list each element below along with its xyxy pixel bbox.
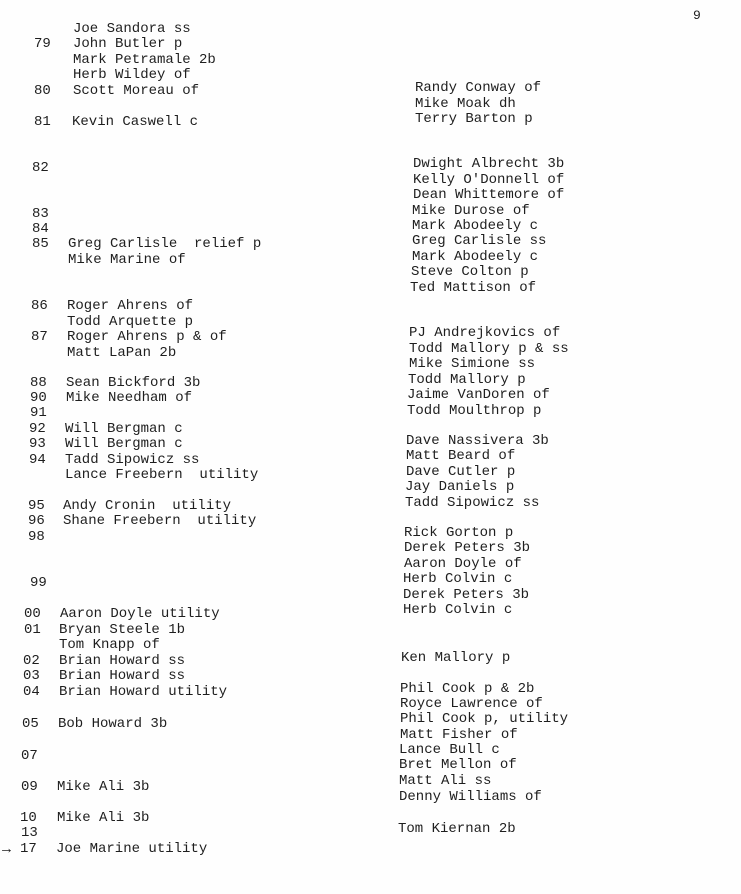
roster-entry: Herb Colvin c <box>403 602 513 618</box>
roster-entry: Randy Conway of <box>415 80 542 96</box>
roster-entry: Bryan Steele 1b <box>59 622 186 638</box>
year-label: 88 <box>30 375 47 391</box>
year-label: 90 <box>30 390 47 406</box>
roster-entry: Mike Marine of <box>68 252 186 268</box>
roster-entry: Dean Whittemore of <box>413 187 565 203</box>
roster-entry: Phil Cook p & 2b <box>400 681 535 697</box>
year-label: 05 <box>22 716 39 732</box>
year-label: 85 <box>32 236 49 252</box>
roster-entry: Derek Peters 3b <box>403 587 530 603</box>
roster-entry: Matt LaPan 2b <box>67 345 177 361</box>
roster-entry: Todd Arquette p <box>67 314 194 330</box>
roster-entry: Ken Mallory p <box>401 650 511 666</box>
roster-entry: Jay Daniels p <box>405 479 515 495</box>
arrow-marker: → <box>2 841 12 858</box>
roster-entry: Jaime VanDoren of <box>407 387 550 403</box>
roster-entry: Tadd Sipowicz ss <box>405 495 540 511</box>
year-label: 10 <box>20 810 37 826</box>
roster-entry: Joe Sandora ss <box>73 21 191 37</box>
roster-entry: Denny Williams of <box>399 789 542 805</box>
year-label: 09 <box>21 779 38 795</box>
roster-entry: Mark Petramale 2b <box>73 52 216 68</box>
year-label: 07 <box>21 748 38 764</box>
roster-entry: Phil Cook p, utility <box>400 711 569 727</box>
roster-entry: Mike Ali 3b <box>57 779 150 795</box>
roster-entry: Ted Mattison of <box>410 280 537 296</box>
roster-entry: Mark Abodeely c <box>412 249 539 265</box>
roster-entry: Mike Needham of <box>66 390 193 406</box>
roster-entry: Mike Ali 3b <box>57 810 150 826</box>
roster-entry: Mike Durose of <box>412 203 530 219</box>
year-label: 87 <box>31 329 48 345</box>
year-label: 99 <box>30 575 47 591</box>
roster-entry: Aaron Doyle of <box>404 556 522 572</box>
roster-entry: Dave Cutler p <box>406 464 516 480</box>
roster-entry: Steve Colton p <box>411 264 529 280</box>
roster-entry: John Butler p <box>73 36 183 52</box>
roster-entry: Herb Wildey of <box>73 67 191 83</box>
year-label: 17 <box>20 841 37 857</box>
page-number: 9 <box>693 8 701 23</box>
roster-entry: Brian Howard utility <box>59 684 228 700</box>
year-label: 82 <box>32 160 49 176</box>
roster-entry: Mark Abodeely c <box>412 218 539 234</box>
roster-entry: Roger Ahrens of <box>67 298 194 314</box>
roster-entry: Todd Mallory p & ss <box>409 341 569 357</box>
year-label: 83 <box>32 206 49 222</box>
roster-entry: Scott Moreau of <box>73 83 200 99</box>
roster-entry: Greg Carlisle relief p <box>68 236 262 252</box>
roster-entry: Will Bergman c <box>65 421 183 437</box>
roster-entry: Sean Bickford 3b <box>66 375 201 391</box>
roster-entry: Aaron Doyle utility <box>60 606 220 622</box>
roster-entry: Shane Freebern utility <box>63 513 257 529</box>
roster-entry: Andy Cronin utility <box>63 498 232 514</box>
roster-entry: Matt Fisher of <box>400 727 518 743</box>
year-label: 84 <box>32 221 49 237</box>
year-label: 80 <box>34 83 51 99</box>
year-label: 79 <box>34 36 51 52</box>
roster-entry: Herb Colvin c <box>403 571 513 587</box>
roster-entry: Mike Simione ss <box>409 356 536 372</box>
year-label: 01 <box>24 622 41 638</box>
roster-entry: Brian Howard ss <box>59 653 186 669</box>
roster-entry: Joe Marine utility <box>56 841 208 857</box>
roster-entry: Matt Ali ss <box>399 773 492 789</box>
year-label: 93 <box>29 436 46 452</box>
roster-entry: Bob Howard 3b <box>58 716 168 732</box>
year-label: 81 <box>34 114 51 130</box>
roster-entry: Mike Moak dh <box>415 96 516 112</box>
roster-entry: Dave Nassivera 3b <box>406 433 549 449</box>
roster-entry: Tadd Sipowicz ss <box>65 452 200 468</box>
roster-entry: Roger Ahrens p & of <box>67 329 227 345</box>
roster-entry: Lance Freebern utility <box>65 467 259 483</box>
roster-entry: Tom Kiernan 2b <box>398 821 516 837</box>
roster-entry: Kevin Caswell c <box>72 114 199 130</box>
roster-entry: Todd Mallory p <box>408 372 526 388</box>
year-label: 98 <box>28 529 45 545</box>
roster-entry: Todd Moulthrop p <box>407 403 542 419</box>
roster-entry: Greg Carlisle ss <box>412 233 547 249</box>
year-label: 96 <box>28 513 45 529</box>
year-label: 04 <box>23 684 40 700</box>
year-label: 00 <box>24 606 41 622</box>
roster-entry: Derek Peters 3b <box>404 540 531 556</box>
roster-entry: Matt Beard of <box>406 448 516 464</box>
year-label: 13 <box>21 825 38 841</box>
roster-entry: Royce Lawrence of <box>400 696 543 712</box>
roster-entry: Will Bergman c <box>65 436 183 452</box>
roster-entry: Rick Gorton p <box>404 525 514 541</box>
year-label: 94 <box>29 452 46 468</box>
roster-entry: Bret Mellon of <box>399 757 517 773</box>
roster-entry: Brian Howard ss <box>59 668 186 684</box>
roster-entry: Lance Bull c <box>399 742 500 758</box>
year-label: 91 <box>30 405 47 421</box>
year-label: 86 <box>31 298 48 314</box>
year-label: 92 <box>29 421 46 437</box>
roster-entry: Kelly O'Donnell of <box>413 172 565 188</box>
roster-entry: Dwight Albrecht 3b <box>413 156 565 172</box>
roster-entry: Terry Barton p <box>415 111 533 127</box>
roster-entry: PJ Andrejkovics of <box>409 325 561 341</box>
year-label: 02 <box>23 653 40 669</box>
roster-entry: Tom Knapp of <box>59 637 160 653</box>
year-label: 95 <box>28 498 45 514</box>
year-label: 03 <box>23 668 40 684</box>
